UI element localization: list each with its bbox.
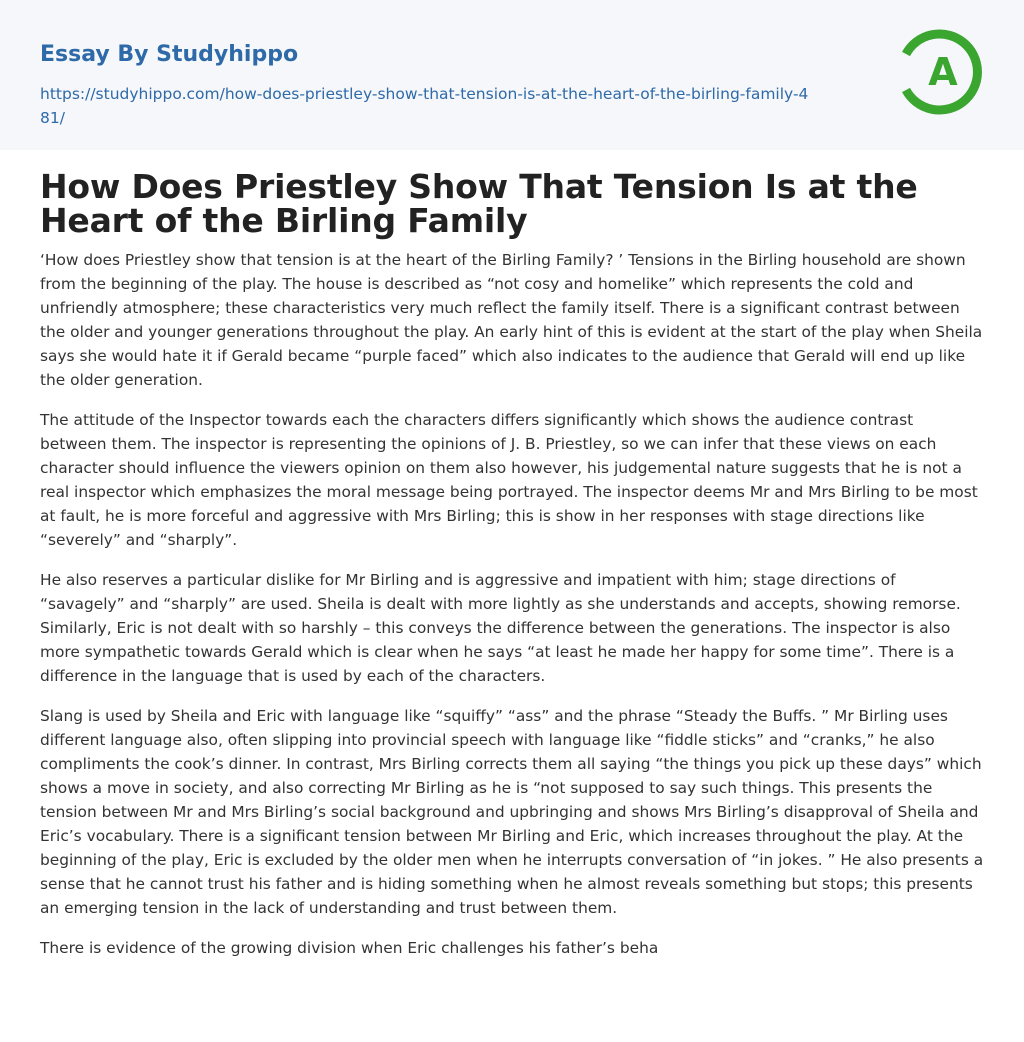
essay-paragraph-1: ‘How does Priestley show that tension is at the heart of the Birling Family? ’ Tensions in the Birling household are shown from the beginning of the play. The house is described as “not cosy and homelike” which represents the cold and unfriendly atmosphere; these characteristics very much reflect the family itself. There is a significant contrast between the older and younger generations throughout the play. An early hint of this is evident at the start of the play when Sheila says she would hate it if Gerald became “purple faced” which also indicates to the audience that Gerald will end up like the older generation. xyxy=(40,251,983,389)
essay-paragraph-5: There is evidence of the growing division when Eric challenges his father’s beha xyxy=(40,939,659,957)
essay-paragraph-2: The attitude of the Inspector towards each the characters differs significantly which shows the audience contrast between them. The inspector is representing the opinions of J. B. Priestley, so we can infer that these views on each character should influence the viewers opinion on them also however, his judgemental nature suggests that he is not a real inspector which emphasizes the moral message being portrayed. The inspector deems Mr and Mrs Birling to be most at fault, he is more forceful and aggressive with Mrs Birling; this is show in her responses with stage directions like “severely” and “sharply”. xyxy=(40,411,978,549)
essay-paragraph-3: He also reserves a particular dislike for Mr Birling and is aggressive and impatient with him; stage directions of “savagely” and “sharply” are used. Sheila is dealt with more lightly as she understands and accepts, showing remorse. Similarly, Eric is not dealt with so harshly – this conveys the difference between the generations. The inspector is also more sympathetic towards Gerald which is clear when he says “at least he made her happy for some time”. There is a difference in the language that is used by each of the characters. xyxy=(40,571,961,685)
essay-content xyxy=(0,150,1024,960)
source-url-link[interactable]: https://studyhippo.com/how-does-priestley-show-that-tension-is-at-the-heart-of-the-birling-family-481/ xyxy=(40,85,809,127)
essay-title: How Does Priestley Show That Tension Is at the Heart of the Birling Family xyxy=(40,167,918,240)
studyhippo-logo-icon xyxy=(898,28,986,116)
page-header xyxy=(0,0,1024,150)
logo-letter: A xyxy=(928,50,958,94)
site-title: Essay By Studyhippo xyxy=(40,42,299,67)
essay-paragraph-4: Slang is used by Sheila and Eric with language like “squiffy” “ass” and the phrase “Steady the Buffs. ” Mr Birling uses different language also, often slipping into provincial speech with language like “fiddle sticks” and “cranks,” he also compliments the cook’s dinner. In contrast, Mrs Birling corrects them all saying “the things you pick up these days” which shows a move in society, and also correcting Mr Birling as he is “not supposed to say such things. This presents the tension between Mr and Mrs Birling’s social background and upbringing and shows Mrs Birling’s disapproval of Sheila and Eric’s vocabulary. There is a significant tension between Mr Birling and Eric, which increases throughout the play. At the beginning of the play, Eric is excluded by the older men when he interrupts conversation of “in jokes. ” He also presents a sense that he cannot trust his father and is hiding something when he almost reveals something but stops; this presents an emerging tension in the lack of understanding and trust between them. xyxy=(40,707,984,917)
